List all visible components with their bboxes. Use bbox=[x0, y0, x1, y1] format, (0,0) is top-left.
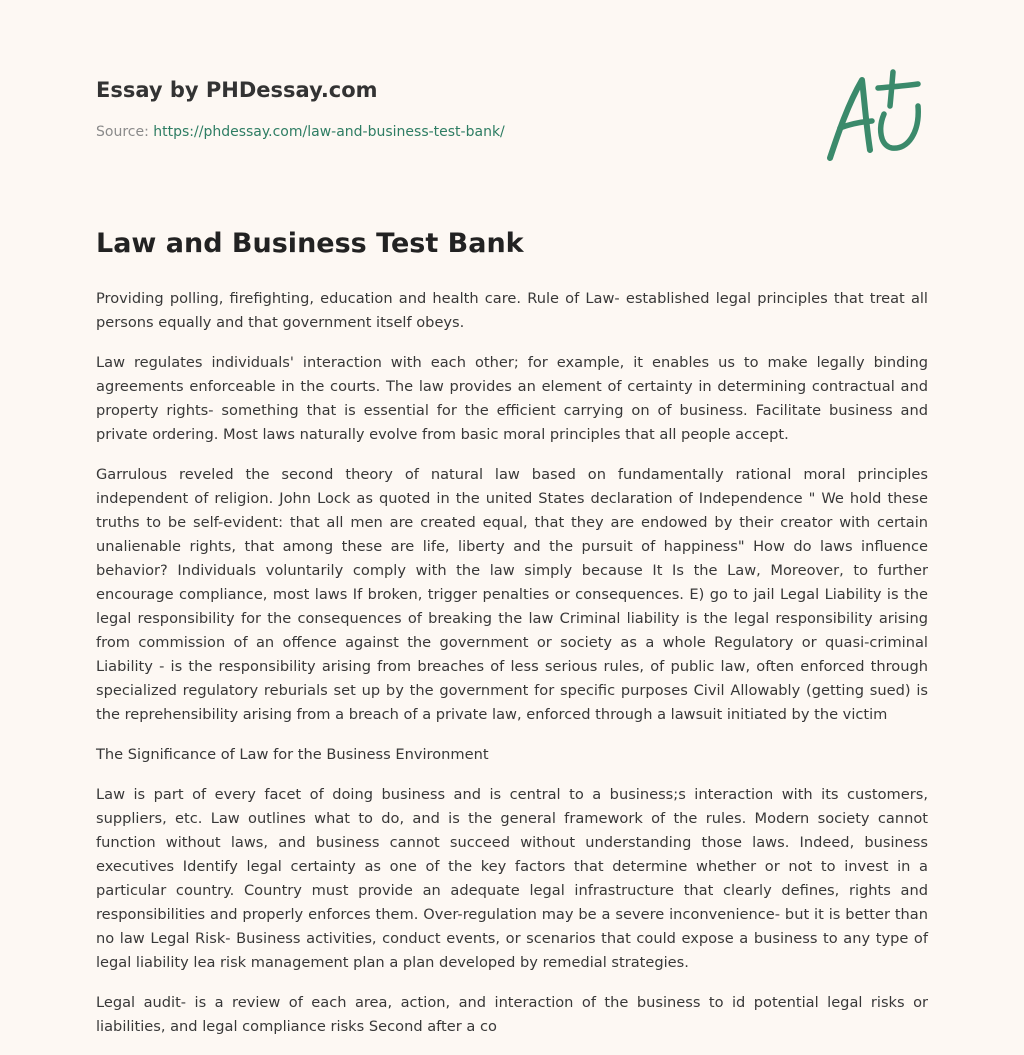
paragraph: Providing polling, firefighting, education and health care. Rule of Law- established legal principles that treat all persons equally and that government itself obeys. bbox=[96, 290, 928, 331]
a-plus-grade-icon bbox=[820, 66, 932, 166]
source-line bbox=[96, 122, 796, 142]
section-heading: The Significance of Law for the Business Environment bbox=[96, 746, 489, 763]
paragraph: Law is part of every facet of doing business and is central to a business;s interaction with its customers, suppliers, etc. Law outlines what to do, and is the general framework of the rules. Modern society cannot function without laws, and business cannot succeed without understanding those laws. Indeed, business executives Identify legal certainty as one of the key factors that determine whether or not to invest in a particular country. Country must provide an adequate legal infrastructure that clearly defines, rights and responsibilities and properly enforces them. Over-regulation may be a severe inconvenience- but it is better than no law Legal Risk- Business activities, conduct events, or scenarios that could expose a business to any type of legal liability lea risk management plan a plan developed by remedial strategies. bbox=[96, 786, 928, 971]
source-label: Source: bbox=[96, 124, 149, 140]
paragraph: Legal audit- is a review of each area, action, and interaction of the business to id potential legal risks or liabilities, and legal compliance risks Second after a co bbox=[96, 994, 928, 1035]
source-link[interactable]: https://phdessay.com/law-and-business-test-bank/ bbox=[153, 124, 505, 140]
paragraph: Garrulous reveled the second theory of natural law based on fundamentally rational moral principles independent of religion. John Lock as quoted in the united States declaration of Independence " We hold these truths to be self-evident: that all men are created equal, that they are endowed by their creator with certain unalienable rights, that among these are life, liberty and the pursuit of happiness" How do laws influence behavior? Individuals voluntarily comply with the law simply because It Is the Law, Moreover, to further encourage compliance, most laws If broken, trigger penalties or consequences. E) go to jail Legal Liability is the legal responsibility for the consequences of breaking the law Criminal liability is the legal responsibility arising from commission of an offence against the government or society as a whole Regulatory or quasi-criminal Liability - is the responsibility arising from breaches of less serious rules, of public law, often enforced through specialized regulatory reburials set up by the government for specific purposes Civil Allowably (getting sued) is the reprehensibility arising from a breach of a private law, enforced through a lawsuit initiated by the victim bbox=[96, 466, 928, 723]
paragraph: Law regulates individuals' interaction with each other; for example, it enables us to make legally binding agreements enforceable in the courts. The law provides an element of certainty in determining contractual and property rights- something that is essential for the efficient carrying on of business. Facilitate business and private ordering. Most laws naturally evolve from basic moral principles that all people accept. bbox=[96, 354, 928, 443]
essay-title: Law and Business Test Bank bbox=[96, 228, 524, 259]
essay-body bbox=[96, 224, 928, 1055]
essay-header bbox=[96, 76, 796, 142]
site-brand: Essay by PHDessay.com bbox=[96, 78, 378, 102]
